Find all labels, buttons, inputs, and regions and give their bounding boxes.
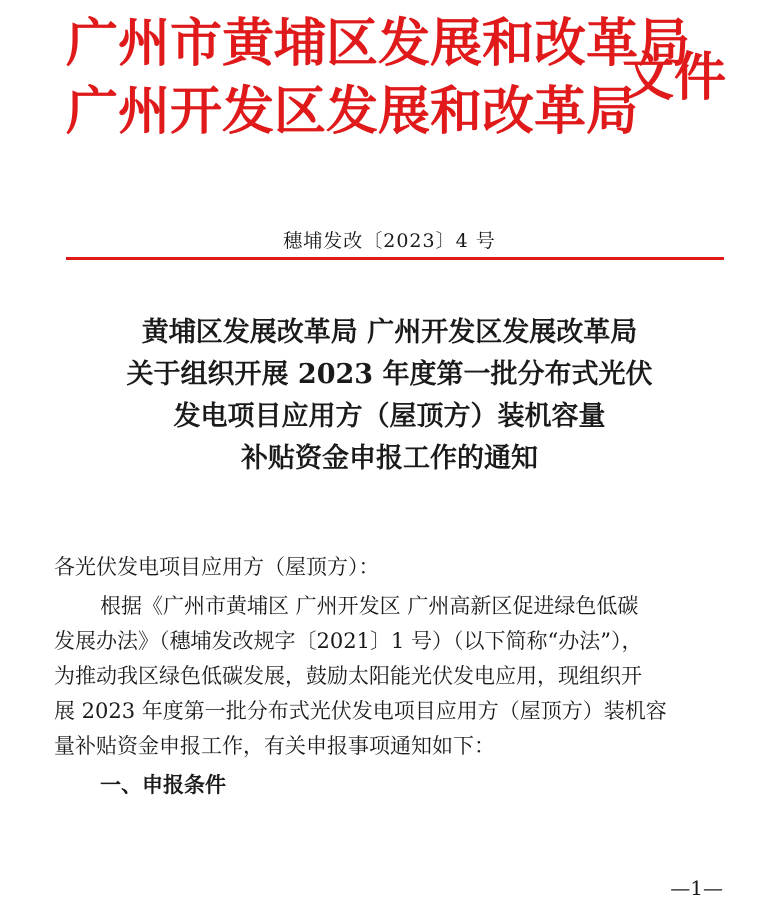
title-line-1: 黄埔区发展改革局 广州开发区发展改革局 [141,317,638,348]
title-line-4: 补贴资金申报工作的通知 [241,443,538,474]
issuer-line-2: 广州开发区发展和改革局 [66,81,639,142]
document-body [54,550,734,803]
page-number: —1— [670,876,723,900]
section-heading-1: 一、申报条件 [100,773,226,797]
title-line-3: 发电项目应用方（屋顶方）装机容量 [173,401,606,432]
paragraph-line-1: 根据《广州市黄埔区 广州开发区 广州高新区促进绿色低碳 [100,594,639,618]
title-line-2: 关于组织开展 2023 年度第一批分布式光伏 [126,359,653,390]
issuer-line-1: 广州市黄埔区发展和改革局 [66,13,691,74]
red-separator-rule [66,257,724,260]
paragraph-line-3: 为推动我区绿色低碳发展，鼓励太阳能光伏发电应用，现组织开 [54,664,642,688]
paragraph-line-4: 展 2023 年度第一批分布式光伏发电项目应用方（屋顶方）装机容 [54,699,667,723]
document-suffix: 文件 [622,47,727,108]
document-title [0,312,779,480]
paragraph-line-2: 发展办法》（穗埔发改规字〔2021〕1 号）（以下简称“办法”）， [54,629,643,653]
paragraph-line-5: 量补贴资金申报工作，有关申报事项通知如下： [54,734,495,758]
salutation: 各光伏发电项目应用方（屋顶方）： [54,555,380,579]
document-header [66,8,736,158]
document-number: 穗埔发改〔2023〕4 号 [283,230,496,252]
